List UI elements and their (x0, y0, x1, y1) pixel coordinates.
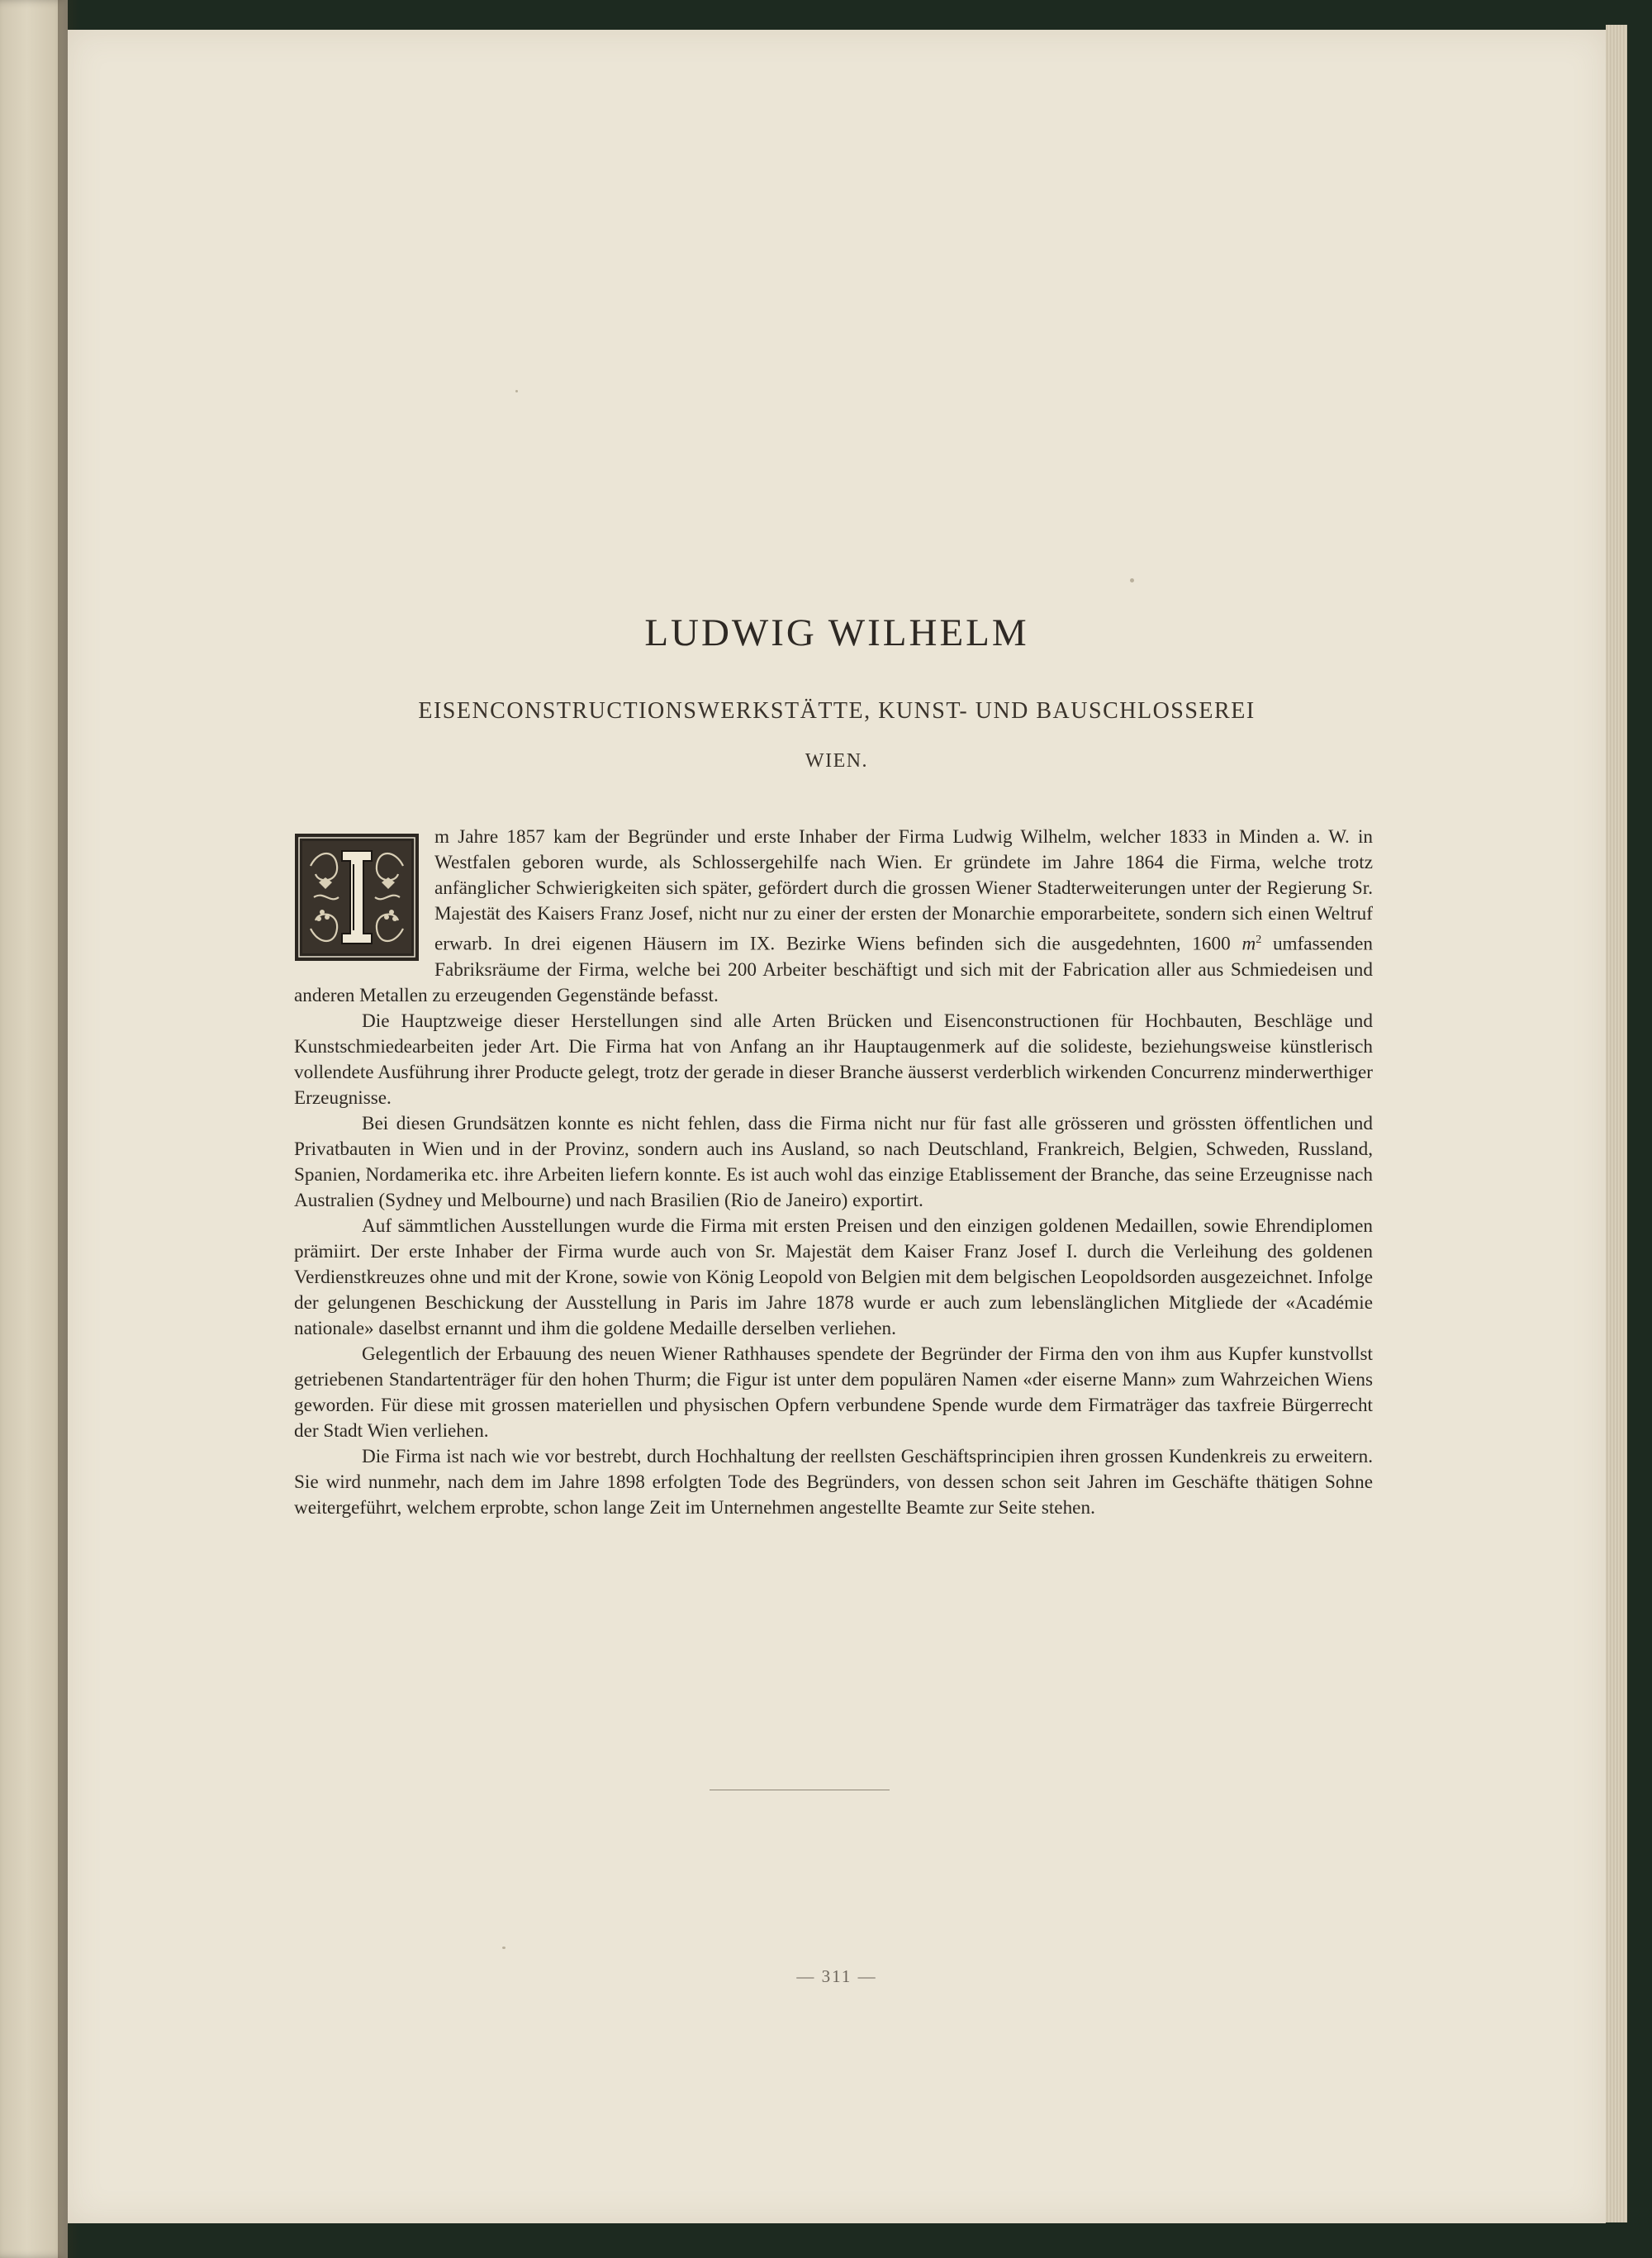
article-body (294, 825, 1373, 1521)
paragraph-1-rest: umfassenden Fabriksräume der Firma, welche bei 200 Arbeiter beschäftigt und sich mit der Fabrication aller aus Schmiedeisen und anderen Metallen zu erzeugenden Gegenstände befasst. (294, 933, 1374, 1006)
paragraph-5: Gelegentlich der Erbauung des neuen Wiener Rathhauses spendete der Begründer der Firma den von ihm aus Kupfer kunstvollst getriebenen Standartenträger für den hohen Thurm; die Figur ist unter dem populären Namen «der eiserne Mann» zum Wahrzeichen Wiens geworden. Für diese mit grossen materiellen und physischen Opfern verbundene Spende wurde dem Firmaträger das taxfreie Bürgerrecht der Stadt Wien verliehen. (294, 1343, 1373, 1442)
unit-m: m (1241, 933, 1256, 955)
page-number: — 311 — (796, 1966, 877, 1986)
page-title: LUDWIG WILHELM (644, 611, 1029, 654)
book-page (68, 30, 1606, 2223)
ornamental-initial-icon (294, 833, 420, 962)
paper-speck (515, 390, 518, 392)
paragraph-1 (294, 825, 1373, 1009)
city-line: WIEN. (805, 750, 869, 772)
paper-speck (1130, 578, 1134, 582)
page-stack-edge (1606, 25, 1627, 2222)
paragraph-6: Die Firma ist nach wie vor bestrebt, durch Hochhaltung der reellsten Geschäftsprincipien ihren grossen Kundenkreis zu erweitern. Sie wird nunmehr, nach dem im Jahre 1898 erfolgten Tode des Begründers, von dessen schon seit Jahren im Geschäfte thätigen Sohne weitergeführt, welchem erprobte, schon lange Zeit im Unternehmen angestellte Beamte zur Seite stehen. (294, 1445, 1373, 1519)
unit-exponent: 2 (1256, 934, 1262, 946)
paragraph-2: Die Hauptzweige dieser Herstellungen sind alle Arten Brücken und Eisenconstructionen für Hochbauten, Beschläge und Kunstschmiedearbeiten jeder Art. Die Firma hat von Anfang an ihr Hauptaugenmerk auf die solideste, beziehungsweise künstlerisch vollendete Ausführung ihrer Producte gelegt, trotz der gerade in dieser Branche äusserst verderblich wirkenden Concurrenz minderwerthiger Erzeugnisse. (294, 1010, 1373, 1109)
paragraph-3: Bei diesen Grundsätzen konnte es nicht fehlen, dass die Firma nicht nur für fast alle grösseren und grössten öffentlichen und Privatbauten in Wien und in der Provinz, sondern auch ins Ausland, so nach Deutschland, Frankreich, Belgien, Schweden, Russland, Spanien, Nordamerika etc. ihre Arbeiten liefern konnte. Es ist auch wohl das einzige Etablissement der Branche, das seine Erzeugnisse nach Australien (Sydney und Melbourne) und nach Brasilien (Rio de Janeiro) exportirt. (294, 1112, 1373, 1211)
paper-speck (502, 1947, 506, 1949)
page-subtitle: EISENCONSTRUCTIONSWERKSTÄTTE, KUNST- UND BAUSCHLOSSEREI (418, 698, 1256, 724)
paragraph-1-lead: m Jahre 1857 kam der Begründer und erste Inhaber der Firma Ludwig Wilhelm, welcher 1833 in Minden a. W. in Westfalen geboren wurde, als Schlossergehilfe nach Wien. Er gründete im Jahre 1864 die Firma, welche trotz anfänglicher Schwierigkeiten sich später, gefördert durch die grossen Wiener Stadterweiterungen unter der Regierung Sr. Majestät des Kaisers Franz Josef, nicht nur zu einer der ersten der Monarchie emporarbeitete, sondern sich einen Weltruf erwarb. In drei eigenen Häusern im IX. Bezirke Wiens befinden sich die ausgedehnten, 1600 (434, 826, 1373, 955)
paragraph-4: Auf sämmtlichen Ausstellungen wurde die Firma mit ersten Preisen und den einzigen goldenen Medaillen, sowie Ehrendiplomen prämiirt. Der erste Inhaber der Firma wurde auch von Sr. Majestät dem Kaiser Franz Josef I. durch die Verleihung des goldenen Verdienstkreuzes ohne und mit der Krone, sowie von König Leopold von Belgien mit dem belgischen Leopoldsorden ausgezeichnet. Infolge der gelungenen Beschickung der Ausstellung in Paris im Jahre 1878 wurde er auch zum lebenslänglichen Mitgliede der «Académie nationale» daselbst ernannt und ihm die goldene Medaille derselben verliehen. (294, 1215, 1373, 1339)
